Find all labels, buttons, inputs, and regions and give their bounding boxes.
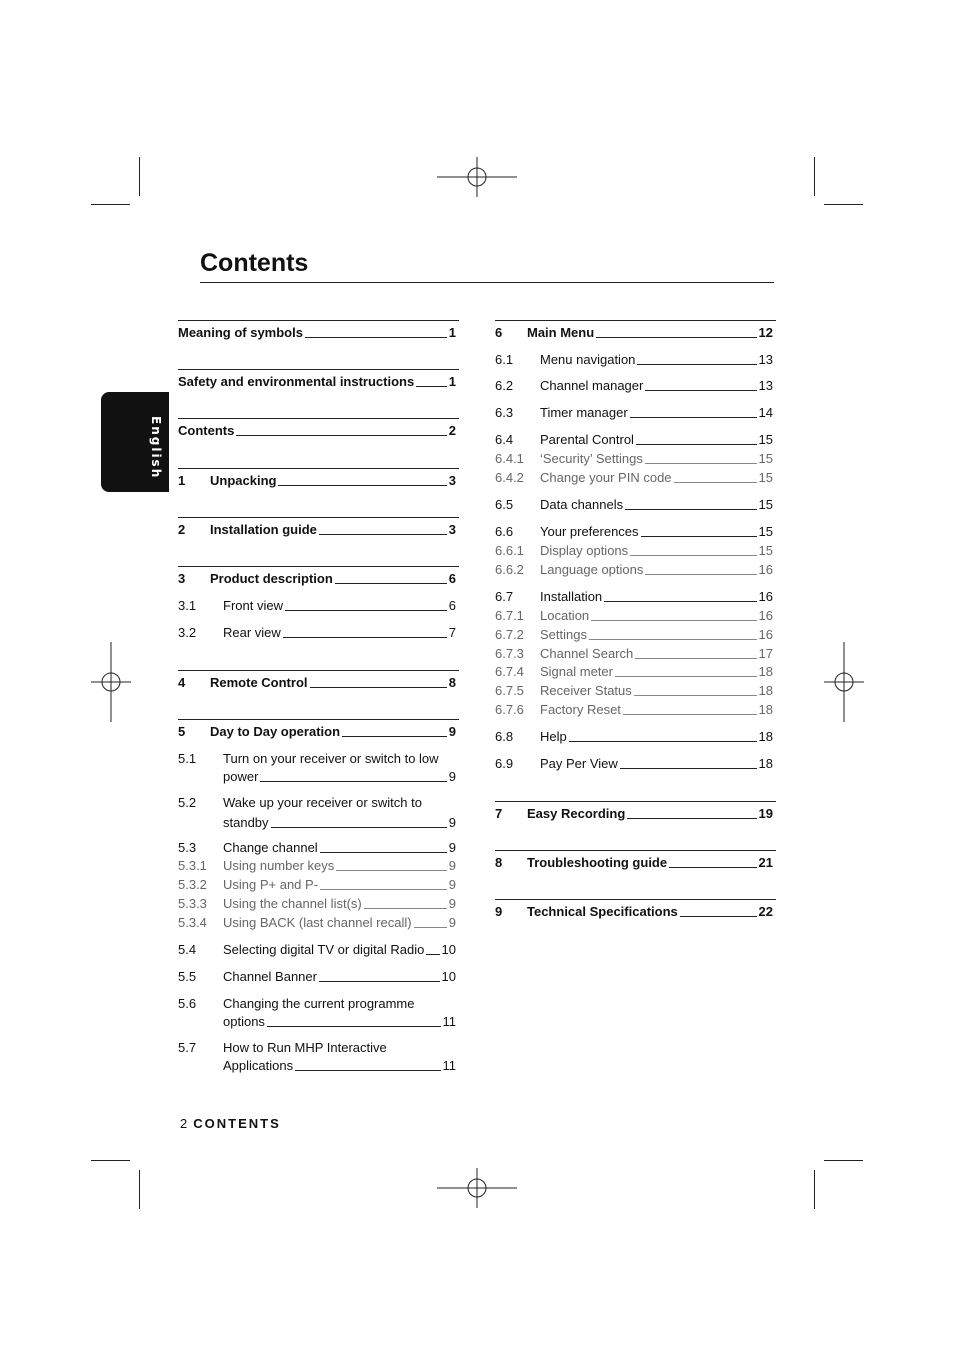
toc-entry[interactable]: 6.6 Your preferences 15 (495, 524, 773, 539)
toc-entry[interactable]: 6.5 Data channels 15 (495, 497, 773, 512)
registration-mark-icon (824, 642, 864, 722)
toc-entry[interactable]: 6.1 Menu navigation 13 (495, 352, 773, 367)
crop-mark (814, 157, 815, 196)
crop-mark (91, 1160, 130, 1161)
toc-entry[interactable]: 5.3 Change channel 9 (178, 840, 456, 855)
section-divider (178, 369, 459, 370)
section-divider (495, 899, 776, 900)
section-divider (178, 468, 459, 469)
toc-entry[interactable]: 6.6.2 Language options 16 (495, 562, 773, 577)
toc-entry[interactable]: 8 Troubleshooting guide 21 (495, 855, 773, 870)
language-tab-label: English (149, 416, 163, 480)
toc-entry[interactable]: 6.4.2 Change your PIN code 15 (495, 470, 773, 485)
section-divider (178, 670, 459, 671)
section-divider (178, 566, 459, 567)
toc-entry[interactable]: 6.9 Pay Per View 18 (495, 756, 773, 771)
registration-mark-icon (437, 157, 517, 197)
toc-entry[interactable]: 6.7.3 Channel Search 17 (495, 646, 773, 661)
section-divider (178, 418, 459, 419)
toc-entry[interactable]: 1 Unpacking 3 (178, 473, 456, 488)
footer-page-number: 2 (180, 1116, 188, 1131)
section-divider (178, 719, 459, 720)
toc-entry[interactable]: Safety and environmental instructions 1 (178, 374, 456, 389)
toc-entry[interactable]: 6.7.5 Receiver Status 18 (495, 683, 773, 698)
toc-entry[interactable]: 6.6.1 Display options 15 (495, 543, 773, 558)
toc-entry[interactable]: 5.4 Selecting digital TV or digital Radio 10 (178, 942, 456, 957)
toc-entry[interactable]: 4 Remote Control 8 (178, 675, 456, 690)
crop-mark (814, 1170, 815, 1209)
section-divider (495, 850, 776, 851)
toc-entry[interactable]: 5.3.1 Using number keys 9 (178, 858, 456, 873)
toc-entry[interactable]: 6.7.4 Signal meter 18 (495, 664, 773, 679)
crop-mark (139, 1170, 140, 1209)
toc-entry[interactable]: 6.7 Installation 16 (495, 589, 773, 604)
toc-entry[interactable]: 9 Technical Specifications 22 (495, 904, 773, 919)
toc-entry[interactable]: 5.3.2 Using P+ and P- 9 (178, 877, 456, 892)
section-divider (495, 320, 776, 321)
toc-entry[interactable]: 5.5 Channel Banner 10 (178, 969, 456, 984)
page-footer (180, 1116, 281, 1131)
toc-entry[interactable]: Contents 2 (178, 423, 456, 438)
toc-entry[interactable]: 6.3 Timer manager 14 (495, 405, 773, 420)
toc-entry[interactable]: 7 Easy Recording 19 (495, 806, 773, 821)
toc-entry[interactable]: 3 Product description 6 (178, 571, 456, 586)
section-divider (495, 801, 776, 802)
toc-entry[interactable]: 6.4.1 ‘Security’ Settings 15 (495, 451, 773, 466)
crop-mark (139, 157, 140, 196)
registration-mark-icon (91, 642, 131, 722)
toc-entry[interactable]: 6.7.2 Settings 16 (495, 627, 773, 642)
page-title: Contents (200, 248, 774, 283)
toc-entry[interactable]: 2 Installation guide 3 (178, 522, 456, 537)
toc-entry[interactable]: 5.3.4 Using BACK (last channel recall) 9 (178, 915, 456, 930)
language-tab (101, 392, 169, 492)
section-divider (178, 320, 459, 321)
toc-entry[interactable]: 6.4 Parental Control 15 (495, 432, 773, 447)
registration-mark-icon (437, 1168, 517, 1208)
toc-entry[interactable]: 6 Main Menu 12 (495, 325, 773, 340)
toc-entry[interactable]: 6.2 Channel manager 13 (495, 378, 773, 393)
section-divider (178, 517, 459, 518)
toc-entry[interactable]: 5 Day to Day operation 9 (178, 724, 456, 739)
crop-mark (824, 1160, 863, 1161)
toc-entry[interactable]: 6.8 Help 18 (495, 729, 773, 744)
toc-entry[interactable]: 3.1 Front view 6 (178, 598, 456, 613)
toc-entry[interactable]: 5.3.3 Using the channel list(s) 9 (178, 896, 456, 911)
toc-entry[interactable]: 6.7.1 Location 16 (495, 608, 773, 623)
footer-label: CONTENTS (193, 1116, 281, 1131)
toc-entry[interactable]: 6.7.6 Factory Reset 18 (495, 702, 773, 717)
crop-mark (824, 204, 863, 205)
toc-entry[interactable]: 5.6 Changing the current programme options 11 (178, 996, 456, 1029)
crop-mark (91, 204, 130, 205)
toc-entry[interactable]: Meaning of symbols 1 (178, 325, 456, 340)
toc-entry[interactable]: 5.1 Turn on your receiver or switch to low power 9 (178, 751, 456, 784)
toc-entry[interactable]: 3.2 Rear view 7 (178, 625, 456, 640)
toc-entry[interactable]: 5.7 How to Run MHP Interactive Applications 11 (178, 1040, 456, 1073)
toc-entry[interactable]: 5.2 Wake up your receiver or switch to standby 9 (178, 795, 456, 830)
